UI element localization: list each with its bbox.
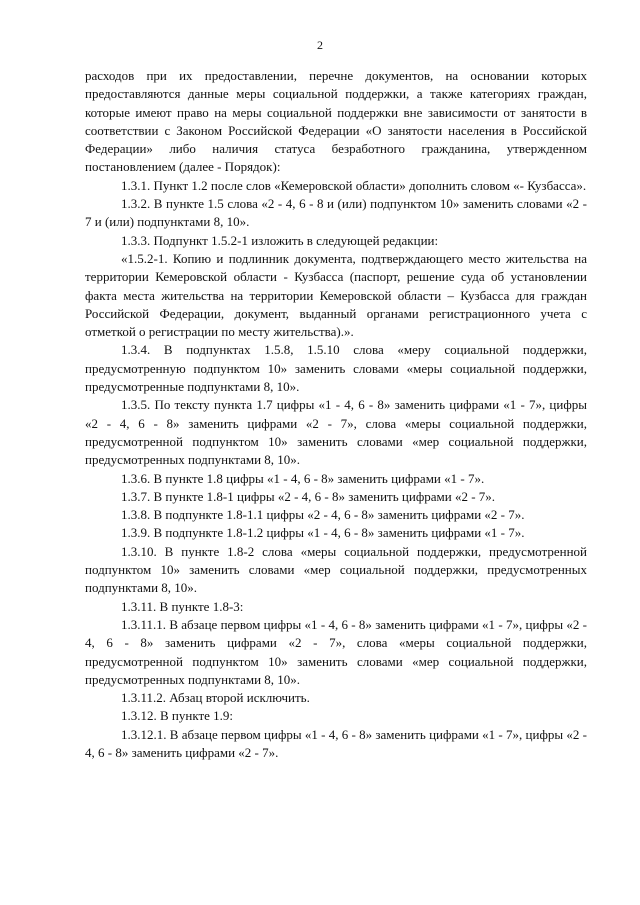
document-body: [85, 67, 587, 762]
paragraph-1-3-12: 1.3.12. В пункте 1.9:: [121, 708, 234, 724]
paragraph-1-3-10: 1.3.10. В пункте 1.8-2 слова «меры социальной поддержки, предусмотренной подпунктом 10» заменить словами «мер социальной поддержки, предусмотренных подпунктами 8, 10».: [85, 543, 587, 596]
paragraph-1-3-2: 1.3.2. В пункте 1.5 слова «2 - 4, 6 - 8 и (или) подпунктом 10» заменить словами «2 - 7 и (или) подпунктами 8, 10».: [85, 196, 587, 230]
page-number: 2: [317, 38, 323, 52]
paragraph-1-3-6: 1.3.6. В пункте 1.8 цифры «1 - 4, 6 - 8» заменить цифрами «1 - 7».: [121, 470, 485, 486]
paragraph-1-3-4: 1.3.4. В подпунктах 1.5.8, 1.5.10 слова «меру социальной поддержки, предусмотренную подпунктом 10» заменить словами «меры социальной поддержки, предусмотренные подпунктами 8, 10».: [85, 342, 587, 395]
paragraph-1-3-12-1: 1.3.12.1. В абзаце первом цифры «1 - 4, 6 - 8» заменить цифрами «1 - 7», цифры «2 - 4, 6 - 8» заменить цифрами «2 - 7».: [85, 726, 587, 760]
paragraph-1-3-11-1: 1.3.11.1. В абзаце первом цифры «1 - 4, 6 - 8» заменить цифрами «1 - 7», цифры «2 - 4, 6 - 8» заменить цифрами «2 - 7», слова «меры социальной поддержки, предусмотренной подпунктом 10» заменить словами «мер социальной поддержки, предусмотренных подпунктами 8, 10».: [85, 616, 587, 687]
paragraph-1-3-3: 1.3.3. Подпункт 1.5.2-1 изложить в следующей редакции:: [121, 232, 439, 248]
paragraph-1-3-1: 1.3.1. Пункт 1.2 после слов «Кемеровской области» дополнить словом «- Кузбасса».: [121, 177, 587, 193]
paragraph-continuation: расходов при их предоставлении, перечне документов, на основании которых предоставляются данные меры социальной поддержки, а также категориях граждан, которые имеют право на меры социальной поддержки вне зависимости от занятости в соответствии с Законом Российской Федерации «О занятости населения в Российской Федерации» либо наличия статуса безработного гражданина, утвержденном постановлением (далее - Порядок):: [85, 68, 587, 175]
paragraph-1-3-5: 1.3.5. По тексту пункта 1.7 цифры «1 - 4, 6 - 8» заменить цифрами «1 - 7», цифры «2 - 4, 6 - 8» заменить цифрами «2 - 7», слова «меры социальной поддержки, предусмотренной подпунктом 10» заменить словами «мер социальной поддержки, предусмотренных подпунктами 8, 10».: [85, 397, 587, 468]
paragraph-1-3-7: 1.3.7. В пункте 1.8-1 цифры «2 - 4, 6 - 8» заменить цифрами «2 - 7».: [121, 488, 496, 504]
paragraph-1-3-8: 1.3.8. В подпункте 1.8-1.1 цифры «2 - 4, 6 - 8» заменить цифрами «2 - 7».: [121, 507, 525, 523]
paragraph-quoted-1-5-2-1: «1.5.2-1. Копию и подлинник документа, подтверждающего место жительства на территории Кемеровской области - Кузбасса (паспорт, решение суда об установлении факта места жительства на территории Кемеровской области – Кузбасса для граждан Российской Федерации, документ, выданный органами регистрационного учета с отметкой о регистрации по месту жительства).».: [85, 250, 587, 340]
paragraph-1-3-9: 1.3.9. В подпункте 1.8-1.2 цифры «1 - 4, 6 - 8» заменить цифрами «1 - 7».: [121, 525, 525, 541]
paragraph-1-3-11: 1.3.11. В пункте 1.8-3:: [121, 598, 244, 614]
paragraph-1-3-11-2: 1.3.11.2. Абзац второй исключить.: [121, 690, 310, 706]
